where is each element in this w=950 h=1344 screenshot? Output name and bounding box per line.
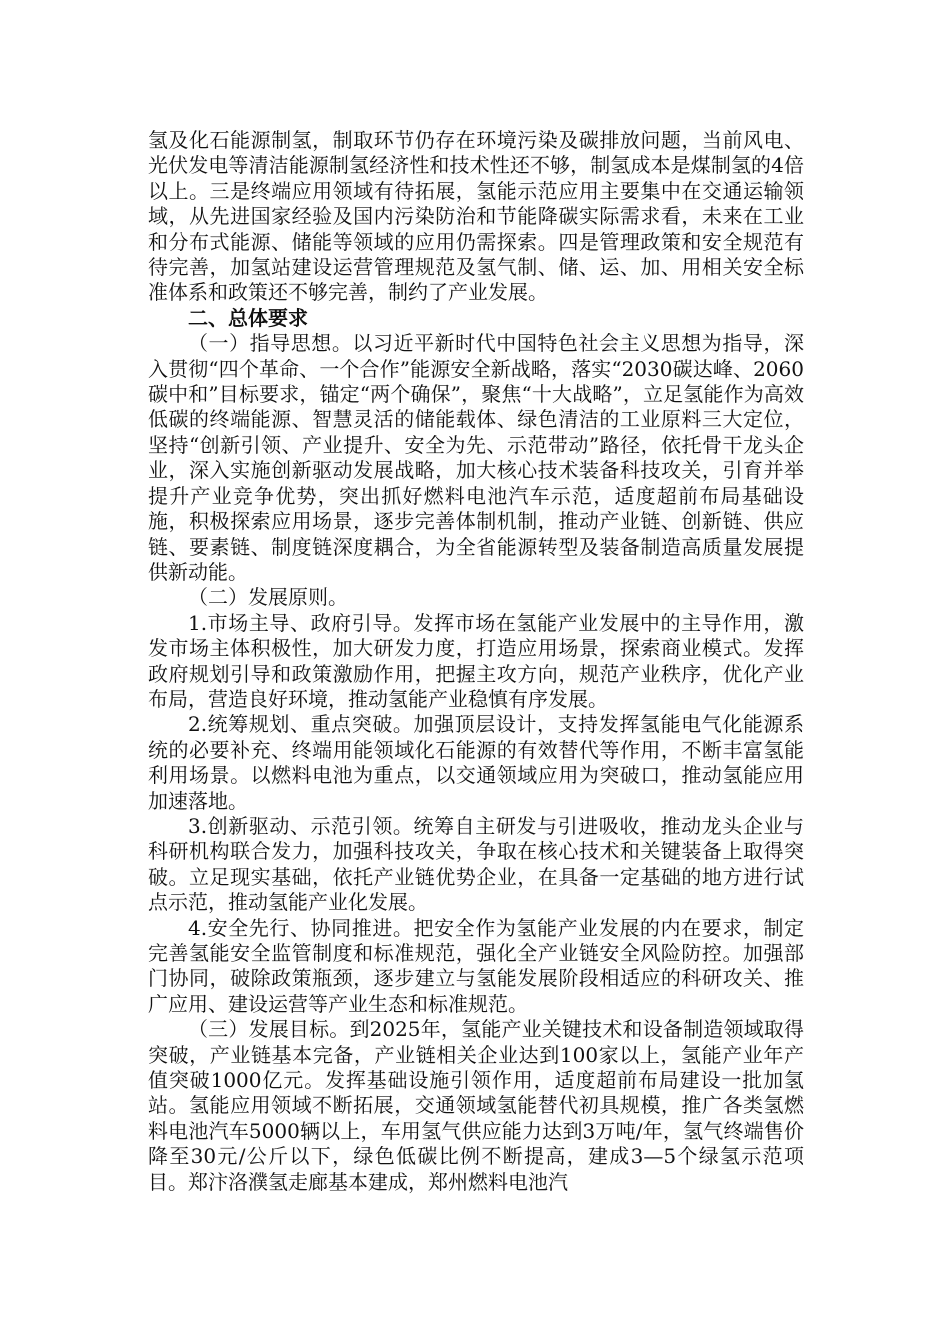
paragraph-development-principles-title: （二）发展原则。 (188, 585, 348, 610)
paragraph-guiding-ideology: （一）指导思想。以习近平新时代中国特色社会主义思想为指导，深入贯彻“四个革命、一个合作”能源安全新战略，落实“2030碳达峰、2060碳中和”目标要求，锚定“两个确保”，聚焦“十大战略”，立足氢能作为高效低碳的终端能源、智慧灵活的储能载体、绿色清洁的工业原料三大定位，坚持“创新引领、产业提升、安全为先、示范带动”路径，依托骨干龙头企业，深入实施创新驱动发展战略，加大核心技术装备科技攻关，引育并举提升产业竞争优势，突出抓好燃料电池汽车示范，适度超前布局基础设施，积极探索应用场景，逐步完善体制机制，推动产业链、创新链、供应链、要素链、制度链深度耦合，为全省能源转型及装备制造高质量发展提供新动能。 (148, 331, 804, 584)
paragraph-continuation: 氢及化石能源制氢，制取环节仍存在环境污染及碳排放问题，当前风电、光伏发电等清洁能源制氢经济性和技术性还不够，制氢成本是煤制氢的4倍以上。三是终端应用领域有待拓展，氢能示范应用主要集中在交通运输领域，从先进国家经验及国内污染防治和节能降碳实际需求看，未来在工业和分布式能源、储能等领域的应用仍需探索。四是管理政策和安全规范有待完善，加氢站建设运营管理规范及氢气制、储、运、加、用相关安全标准体系和政策还不够完善，制约了产业发展。 (148, 128, 804, 305)
paragraph-principle-1: 1.市场主导、政府引导。发挥市场在氢能产业发展中的主导作用，激发市场主体积极性，加大研发力度，打造应用场景，探索商业模式。发挥政府规划引导和政策激励作用，把握主攻方向，规范产业秩序，优化产业布局，营造良好环境，推动氢能产业稳慎有序发展。 (148, 610, 804, 711)
paragraph-principle-2: 2.统筹规划、重点突破。加强顶层设计，支持发挥氢能电气化能源系统的必要补充、终端用能领域化石能源的有效替代等作用，不断丰富氢能利用场景。以燃料电池为重点，以交通领域应用为突破口，推动氢能应用加速落地。 (148, 712, 804, 813)
paragraph-development-goals: （三）发展目标。到2025年，氢能产业关键技术和设备制造领域取得突破，产业链基本完备，产业链相关企业达到100家以上，氢能产业年产值突破1000亿元。发挥基础设施引领作用，适度超前布局建设一批加氢站。氢能应用领域不断拓展，交通领域氢能替代初具规模，推广各类氢燃料电池汽车5000辆以上，车用氢气供应能力达到3万吨/年，氢气终端售价降至30元/公斤以下，绿色低碳比例不断提高，建成3—5个绿氢示范项目。郑汴洛濮氢走廊基本建成，郑州燃料电池汽 (148, 1017, 804, 1194)
paragraph-principle-4: 4.安全先行、协同推进。把安全作为氢能产业发展的内在要求，制定完善氢能安全监管制度和标准规范，强化全产业链安全风险防控。加强部门协同，破除政策瓶颈，逐步建立与氢能发展阶段相适应的科研攻关、推广应用、建设运营等产业生态和标准规范。 (148, 915, 804, 1016)
paragraph-principle-3: 3.创新驱动、示范引领。统筹自主研发与引进吸收，推动龙头企业与科研机构联合发力，加强科技攻关，争取在核心技术和关键装备上取得突破。立足现实基础，依托产业链优势企业，在具备一定基础的地方进行试点示范，推动氢能产业化发展。 (148, 813, 804, 915)
document-page (148, 128, 804, 1195)
section-heading-overall-requirements: 二、总体要求 (188, 305, 308, 330)
